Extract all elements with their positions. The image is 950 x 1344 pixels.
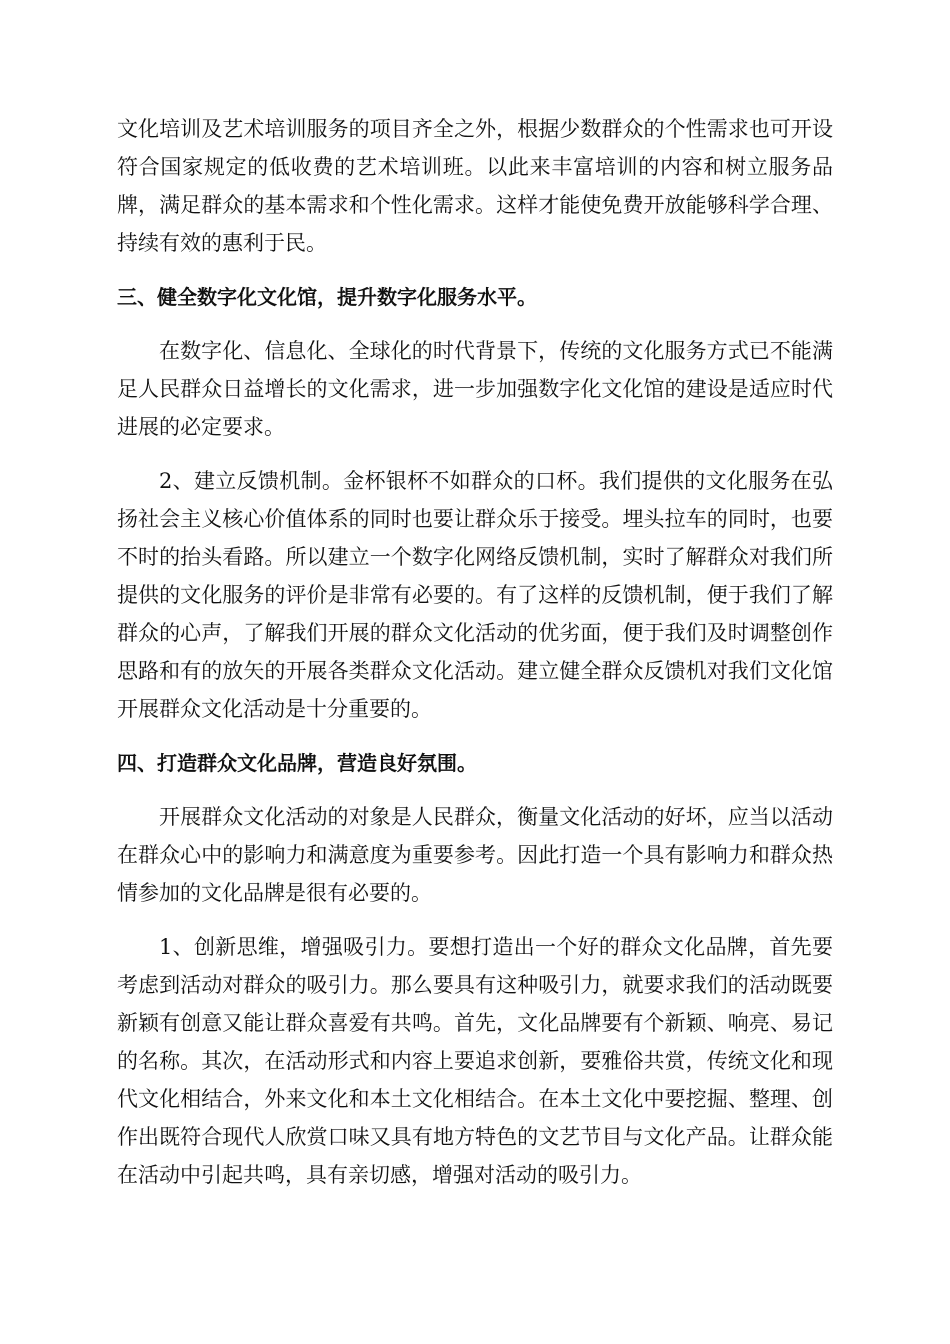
paragraph-feedback-mechanism: 2、建立反馈机制。金杯银杯不如群众的口杯。我们提供的文化服务在弘扬社会主义核心价值体系的同时也要让群众乐于接受。埋头拉车的同时，也要不时的抬头看路。所以建立一个数字化网络反馈机制，实时了解群众对我们所提供的文化服务的评价是非常有必要的。有了这样的反馈机制，便于我们了解群众的心声，了解我们开展的群众文化活动的优劣面，便于我们及时调整创作思路和有的放矢的开展各类群众文化活动。建立健全群众反馈机对我们文化馆开展群众文化活动是十分重要的。 [117, 469, 833, 721]
document-body [117, 110, 833, 1210]
paragraph-brand-purpose: 开展群众文化活动的对象是人民群众，衡量文化活动的好坏，应当以活动在群众心中的影响力和满意度为重要参考。因此打造一个具有影响力和群众热情参加的文化品牌是很有必要的。 [117, 805, 833, 905]
section-heading-digital: 三、健全数字化文化馆，提升数字化服务水平。 [117, 285, 537, 309]
section-heading-brand: 四、打造群众文化品牌，营造良好氛围。 [117, 751, 477, 775]
paragraph-digital-background: 在数字化、信息化、全球化的时代背景下，传统的文化服务方式已不能满足人民群众日益增长的文化需求，进一步加强数字化文化馆的建设是适应时代进展的必定要求。 [117, 339, 833, 439]
paragraph-innovation: 1、创新思维，增强吸引力。要想打造出一个好的群众文化品牌，首先要考虑到活动对群众的吸引力。那么要具有这种吸引力，就要求我们的活动既要新颖有创意又能让群众喜爱有共鸣。首先，文化品牌要有个新颖、响亮、易记的名称。其次，在活动形式和内容上要追求创新，要雅俗共赏，传统文化和现代文化相结合，外来文化和本土文化相结合。在本土文化中要挖掘、整理、创作出既符合现代人欣赏口味又具有地方特色的文艺节目与文化产品。让群众能在活动中引起共鸣，具有亲切感，增强对活动的吸引力。 [117, 935, 833, 1187]
paragraph-training: 文化培训及艺术培训服务的项目齐全之外，根据少数群众的个性需求也可开设符合国家规定的低收费的艺术培训班。以此来丰富培训的内容和树立服务品牌，满足群众的基本需求和个性化需求。这样才能使免费开放能够科学合理、持续有效的惠利于民。 [117, 117, 833, 255]
